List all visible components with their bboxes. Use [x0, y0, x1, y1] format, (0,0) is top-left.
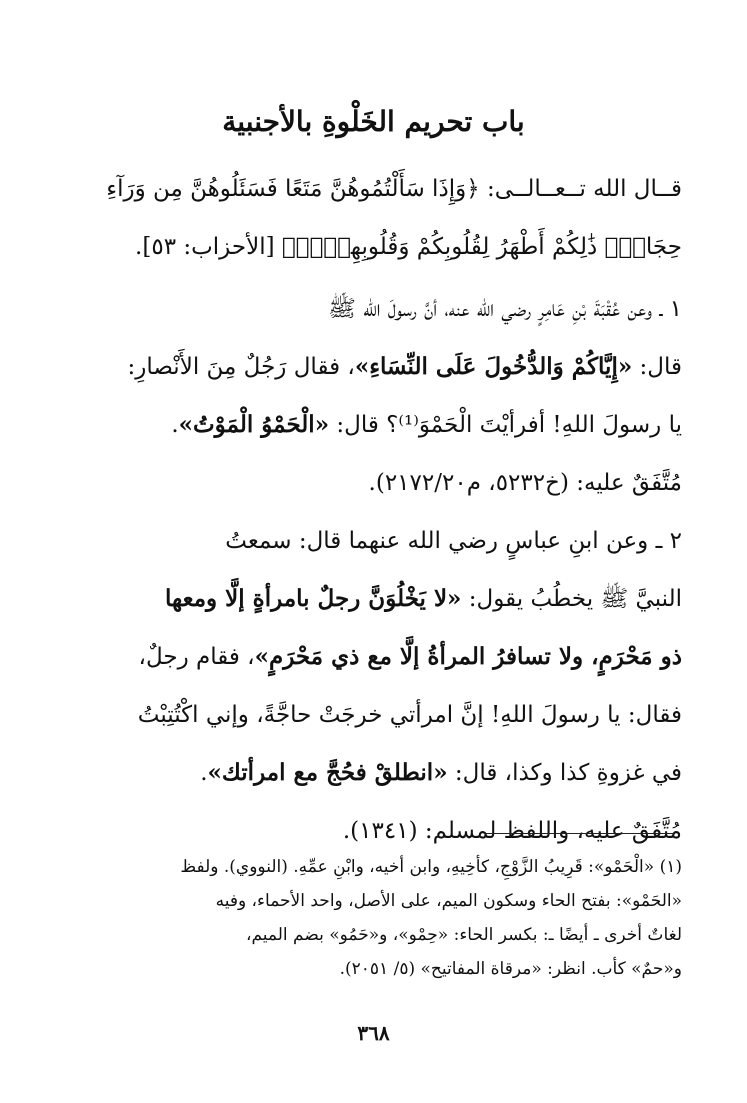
hadith-reference: مُتَّفَقٌ عليه: (خ٥٢٣٢، م٢١٧٢/٢٠).	[368, 470, 682, 496]
hadith-line	[62, 570, 682, 628]
chapter-title: باب تحريم الخَلْوةِ بالأجنبية	[222, 105, 525, 138]
hadith-text: قال:	[632, 354, 682, 380]
prophetic-quote: «الْحَمْوُ الْمَوْتُ»	[178, 411, 330, 438]
hadith-text: في غزوةِ كذا وكذا، قال:	[447, 760, 682, 786]
prophetic-quote: ذو مَحْرَمٍ، ولا تسافرُ المرأةُ إلَّا مع ذي مَحْرَمٍ»	[254, 643, 682, 670]
hadith-line: ١ ـ وعن عُقْبَةَ بْنِ عَامِرٍ رضي الله عنه، أنَّ رسولَ الله ﷺ	[328, 296, 682, 322]
hadith-text: يا رسولَ اللهِ! أفرأيْتَ الْحَمْوَ⁽¹⁾؟ قال:	[329, 412, 682, 438]
page-number: ٣٦٨	[357, 1021, 390, 1045]
footnote-line: «الحَمْو»: بفتح الحاء وسكون الميم، على الأصل، واحد الأحماء، وفيه	[215, 891, 682, 911]
hadith-text: ، فقال رَجُلٌ مِنَ الأَنْصارِ:	[127, 354, 355, 380]
quran-verse-paragraph	[62, 160, 682, 276]
footnote-line: و«حمٌ» كأب. انظر: «مرقاة المفاتيح» (٥/ ٢٠٥١).	[339, 959, 682, 979]
hadith-paragraph-1	[62, 280, 682, 512]
hadith-line: ٢ ـ وعن ابنِ عباسٍ رضي الله عنهما قال: سمعتُ	[225, 528, 682, 554]
footnote-separator	[484, 833, 674, 834]
verse-line: قــال الله تــعــالــى: ﴿وَإِذَا سَأَلْتُمُوهُنَّ مَتَعًا فَسَئَلُوهُنَّ مِن وَرَآءِ	[106, 176, 682, 202]
hadith-line: فقال: يا رسولَ اللهِ! إنَّ امرأتي خرجَتْ حاجَّةً، وإني اكْتُتِبْتُ	[137, 702, 682, 728]
hadith-paragraph-2	[62, 512, 682, 860]
footnote-line: (١) «الْحَمْو»: قَرِيبُ الزَّوْجِ، كأخِيهِ، وابن أخيه، وابْنِ عمِّهِ. (النووي). ولفظ	[180, 857, 682, 877]
hadith-text: .	[171, 412, 179, 438]
hadith-text: ، فقام رجلٌ،	[138, 644, 255, 670]
hadith-text: النبيَّ ﷺ يخطُبُ يقول:	[461, 586, 682, 612]
footnote-line: لغاتٌ أخرى ـ أيضًا ـ: بكسر الحاء: «حِمْو»، و«حَمُو» بضم الميم،	[245, 925, 682, 945]
hadith-line	[62, 628, 682, 686]
hadith-line	[62, 744, 682, 802]
hadith-reference: مُتَّفَقٌ عليه، واللفظ لمسلم: (١٣٤١).	[342, 818, 682, 844]
prophetic-quote: «إِيَّاكُمْ وَالدُّخُولَ عَلَى النِّسَاءِ»	[354, 353, 633, 380]
hadith-text: .	[200, 760, 208, 786]
prophetic-quote: «لا يَخْلُوَنَّ رجلٌ بامرأةٍ إلَّا ومعها	[165, 585, 462, 612]
hadith-line	[62, 396, 682, 454]
footnote	[62, 850, 682, 986]
verse-line: حِجَابٍۚ ذَٰلِكُمْ أَطْهَرُ لِقُلُوبِكُمْ وَقُلُوبِهِنَّۚ﴾ [الأحزاب: ٥٣].	[135, 234, 682, 260]
hadith-line	[62, 338, 682, 396]
prophetic-quote: «انطلقْ فحُجَّ مع امرأتك»	[207, 759, 448, 786]
